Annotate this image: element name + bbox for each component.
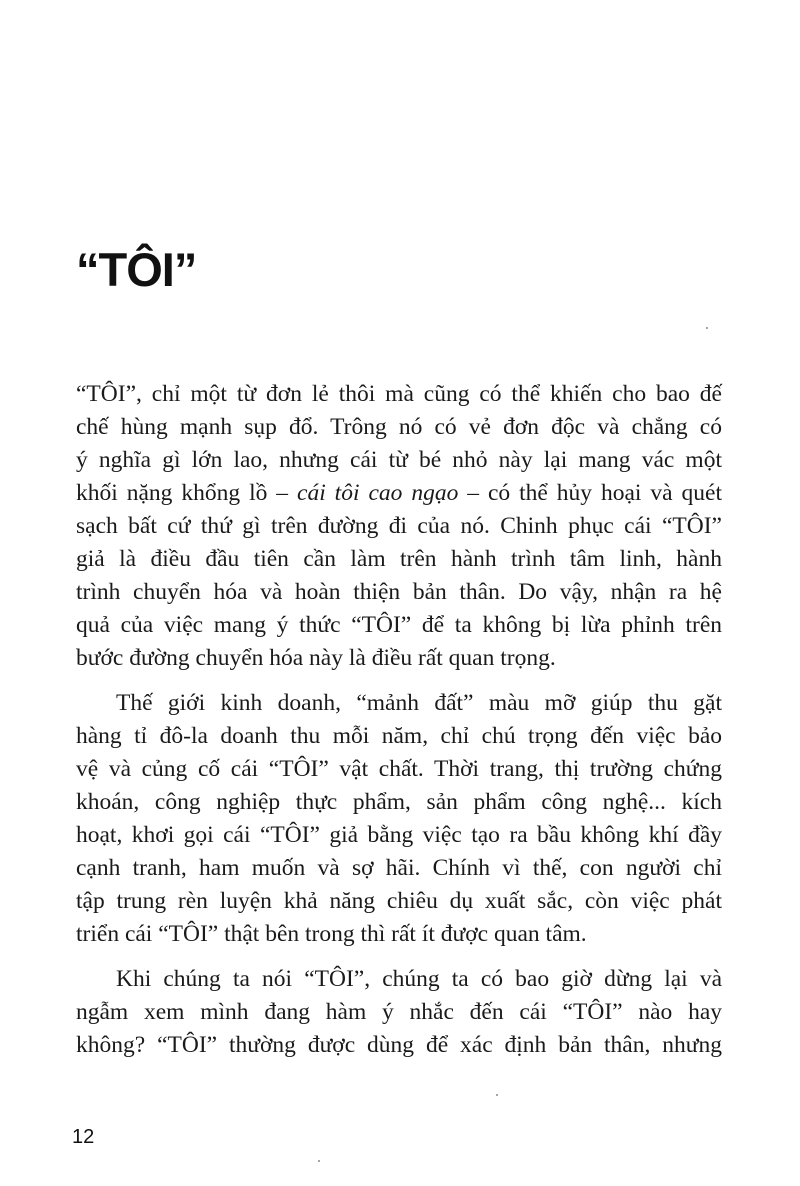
- text-line: ngẫm xem mình đang hàm ý nhắc đến cái “TÔI” nào hay: [76, 999, 722, 1025]
- paragraph-3: [76, 963, 722, 1062]
- text-line: hoạt, khơi gọi cái “TÔI” giả bằng việc tạo ra bầu không khí đầy: [76, 822, 722, 848]
- text-line: hàng tỉ đô-la doanh thu mỗi năm, chỉ chú trọng đến việc bảo: [76, 723, 722, 749]
- body-text: [76, 378, 722, 1074]
- text-line: Thế giới kinh doanh, “mảnh đất” màu mỡ giúp thu gặt: [116, 690, 722, 716]
- text-line: triển cái “TÔI” thật bên trong thì rất ít được quan tâm.: [76, 921, 587, 947]
- text-line: tập trung rèn luyện khả năng chiêu dụ xuất sắc, còn việc phát: [76, 888, 722, 914]
- paragraph-2: [76, 687, 722, 951]
- text-line: không? “TÔI” thường được dùng để xác định bản thân, nhưng: [76, 1032, 722, 1058]
- scan-speck: [318, 1160, 320, 1162]
- text-line-with-italic: [76, 477, 722, 510]
- chapter-title: “TÔI”: [76, 243, 197, 296]
- text-line: quả của việc mang ý thức “TÔI” để ta không bị lừa phỉnh trên: [76, 612, 722, 638]
- text-line: trình chuyển hóa và hoàn thiện bản thân. Do vậy, nhận ra hệ: [76, 579, 722, 605]
- text-fragment: – có thể hủy hoại và quét: [458, 480, 722, 506]
- scan-speck: [496, 1094, 498, 1096]
- page-number: 12: [72, 1126, 95, 1148]
- scan-speck: [706, 327, 708, 329]
- text-line: vệ và củng cố cái “TÔI” vật chất. Thời trang, thị trường chứng: [76, 756, 722, 782]
- text-line: “TÔI”, chỉ một từ đơn lẻ thôi mà cũng có thể khiến cho bao đế: [76, 381, 722, 407]
- italic-phrase: cái tôi cao ngạo: [297, 480, 459, 506]
- text-line: sạch bất cứ thứ gì trên đường đi của nó. Chinh phục cái “TÔI”: [76, 513, 722, 539]
- text-fragment: khối nặng khổng lồ –: [76, 480, 298, 506]
- text-line: Khi chúng ta nói “TÔI”, chúng ta có bao giờ dừng lại và: [116, 966, 722, 992]
- paragraph-1: [76, 378, 722, 675]
- text-line: chế hùng mạnh sụp đổ. Trông nó có vẻ đơn độc và chẳng có: [76, 414, 722, 440]
- text-line: cạnh tranh, ham muốn và sợ hãi. Chính vì thế, con người chỉ: [76, 855, 722, 881]
- text-line: giả là điều đầu tiên cần làm trên hành trình tâm linh, hành: [76, 546, 722, 572]
- text-line: khoán, công nghiệp thực phẩm, sản phẩm công nghệ... kích: [76, 789, 722, 815]
- text-line: ý nghĩa gì lớn lao, nhưng cái từ bé nhỏ này lại mang vác một: [76, 447, 722, 473]
- text-line: bước đường chuyển hóa này là điều rất quan trọng.: [76, 645, 556, 671]
